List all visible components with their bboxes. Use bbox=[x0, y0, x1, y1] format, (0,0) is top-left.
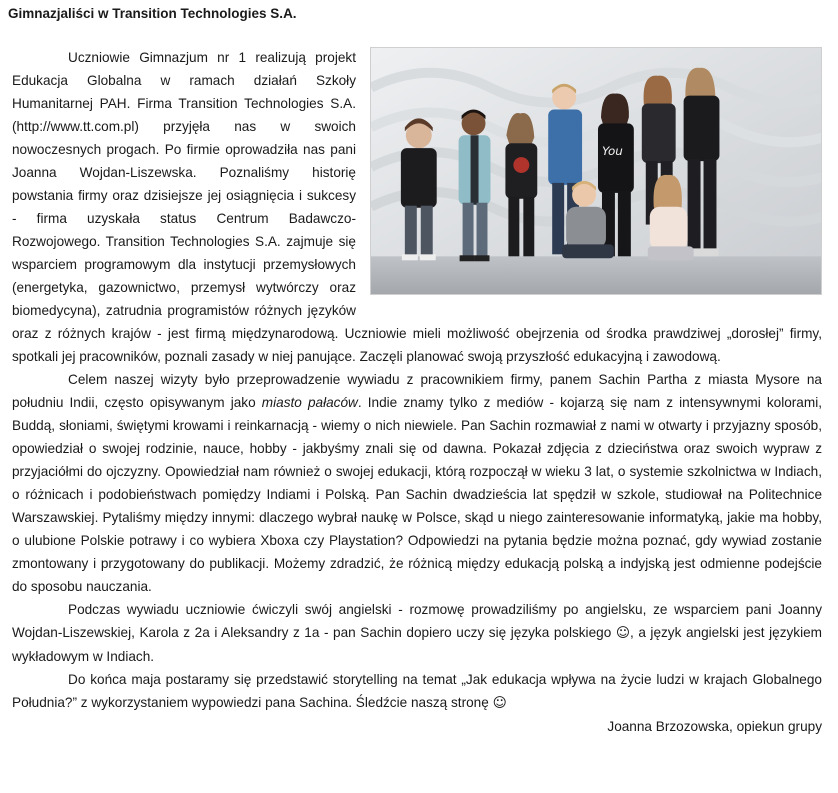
group-photo-illustration bbox=[371, 48, 821, 294]
paragraph-2 bbox=[12, 368, 822, 598]
paragraph-3 bbox=[12, 598, 822, 668]
article-body bbox=[12, 46, 822, 738]
paragraph-1: Uczniowie Gimnazjum nr 1 realizują projekt Edukacja Globalna w ramach działań Szkoły Humanitarnej PAH. Firma Transition Technologies S.A. (http://www.tt.com.pl) przyjęła nas w swoich nowoczesnych progach. Po firmie oprowadziła nas pani Joanna Wojdan-Liszewska. Poznaliśmy historię powstania firmy oraz dzisiejsze jej osiągnięcia i sukcesy - firma uzyskała status Centrum Badawczo-Rozwojowego. Transition Technologies S.A. zajmuje się wsparciem programowym dla instytucji przemysłowych (energetyka, gazownictwo, przemysł wytwórczy oraz biomedycyna), zatrudnia programistów różnych języków oraz z różnych krajów - jest firmą międzynarodową. Uczniowie mieli możliwość obejrzenia od środka prawdziwej „dorosłej” firmy, spotkali jej pracowników, poznali zasady w niej panujące. Zaczęli planować swoją przyszłość edukacyjną i zawodową. bbox=[12, 50, 822, 364]
paragraph-3-text-b: , a język angielski jest językiem wykładowym w Indiach. bbox=[12, 625, 822, 664]
paragraph-2-text-b: . Indie znamy tylko z mediów - kojarzą się nam z intensywnymi kolorami, Buddą, słoniami, świętymi krowami i reinkarnacją - wiemy o nich niewiele. Pan Sachin rozmawiał z nami w otwarty i przyjazny sposób, opowiedział o swojej rodzinie, nauce, hobby - jakbyśmy znali się od dawna. Pokazał zdjęcia z dzieciństwa oraz swoich wypraw z przyjaciółmi do ojczyzny. Opowiedział nam również o swojej edukacji, którą rozpoczął w wieku 3 lat, o systemie szkolnictwa w Indiach, o różnicach i podobieństwach pomiędzy Indiami i Polską. Pan Sachin dwadzieścia lat spędził w szkole, studiował na Politechnice Warszawskiej. Pytaliśmy między innymi: dlaczego wybrał naukę w Polsce, skąd u niego zainteresowanie informatyką, jakie ma hobby, o ulubione Polskie potrawy i co wybiera Xboxa czy Playstation? Odpowiedzi na pytania będzie można poznać, gdy wywiad zostanie zmontowany i przygotowany do publikacji. Możemy zdradzić, że różnicą między edukacją polską a indyjską jest odmienne podejście do sposobu nauczania. bbox=[12, 395, 822, 594]
smiley-icon: ☺ bbox=[615, 625, 630, 641]
tshirt-text: You bbox=[601, 144, 623, 159]
paragraph-4-text: Do końca maja postaramy się przedstawić storytelling na temat „Jak edukacja wpływa na życie ludzi w krajach Globalnego Południa?” z wykorzystaniem wypowiedzi pana Sachina. Śledźcie naszą stronę bbox=[12, 672, 822, 710]
paragraph-3-text-a: Podczas wywiadu uczniowie ćwiczyli swój angielski - rozmowę prowadziliśmy po angielsku, ze wsparciem pani Joanny Wojdan-Liszewskiej, Karola z 2a i Aleksandry z 1a - pan Sachin dopiero uczy się języka polskiego bbox=[12, 602, 822, 640]
paragraph-4 bbox=[12, 668, 822, 715]
smiley-icon: ☺ bbox=[492, 695, 507, 711]
article-title: Gimnazjaliści w Transition Technologies S.A. bbox=[8, 6, 297, 21]
group-photo bbox=[370, 47, 822, 295]
signature: Joanna Brzozowska, opiekun grupy bbox=[607, 719, 822, 734]
paragraph-2-italic: miasto pałaców bbox=[261, 395, 358, 410]
paragraph-2-text-a: Celem naszej wizyty było przeprowadzenie wywiadu z pracownikiem firmy, panem Sachin Partha z miasta Mysore na południu Indii, często opisywanym jako bbox=[12, 372, 822, 410]
